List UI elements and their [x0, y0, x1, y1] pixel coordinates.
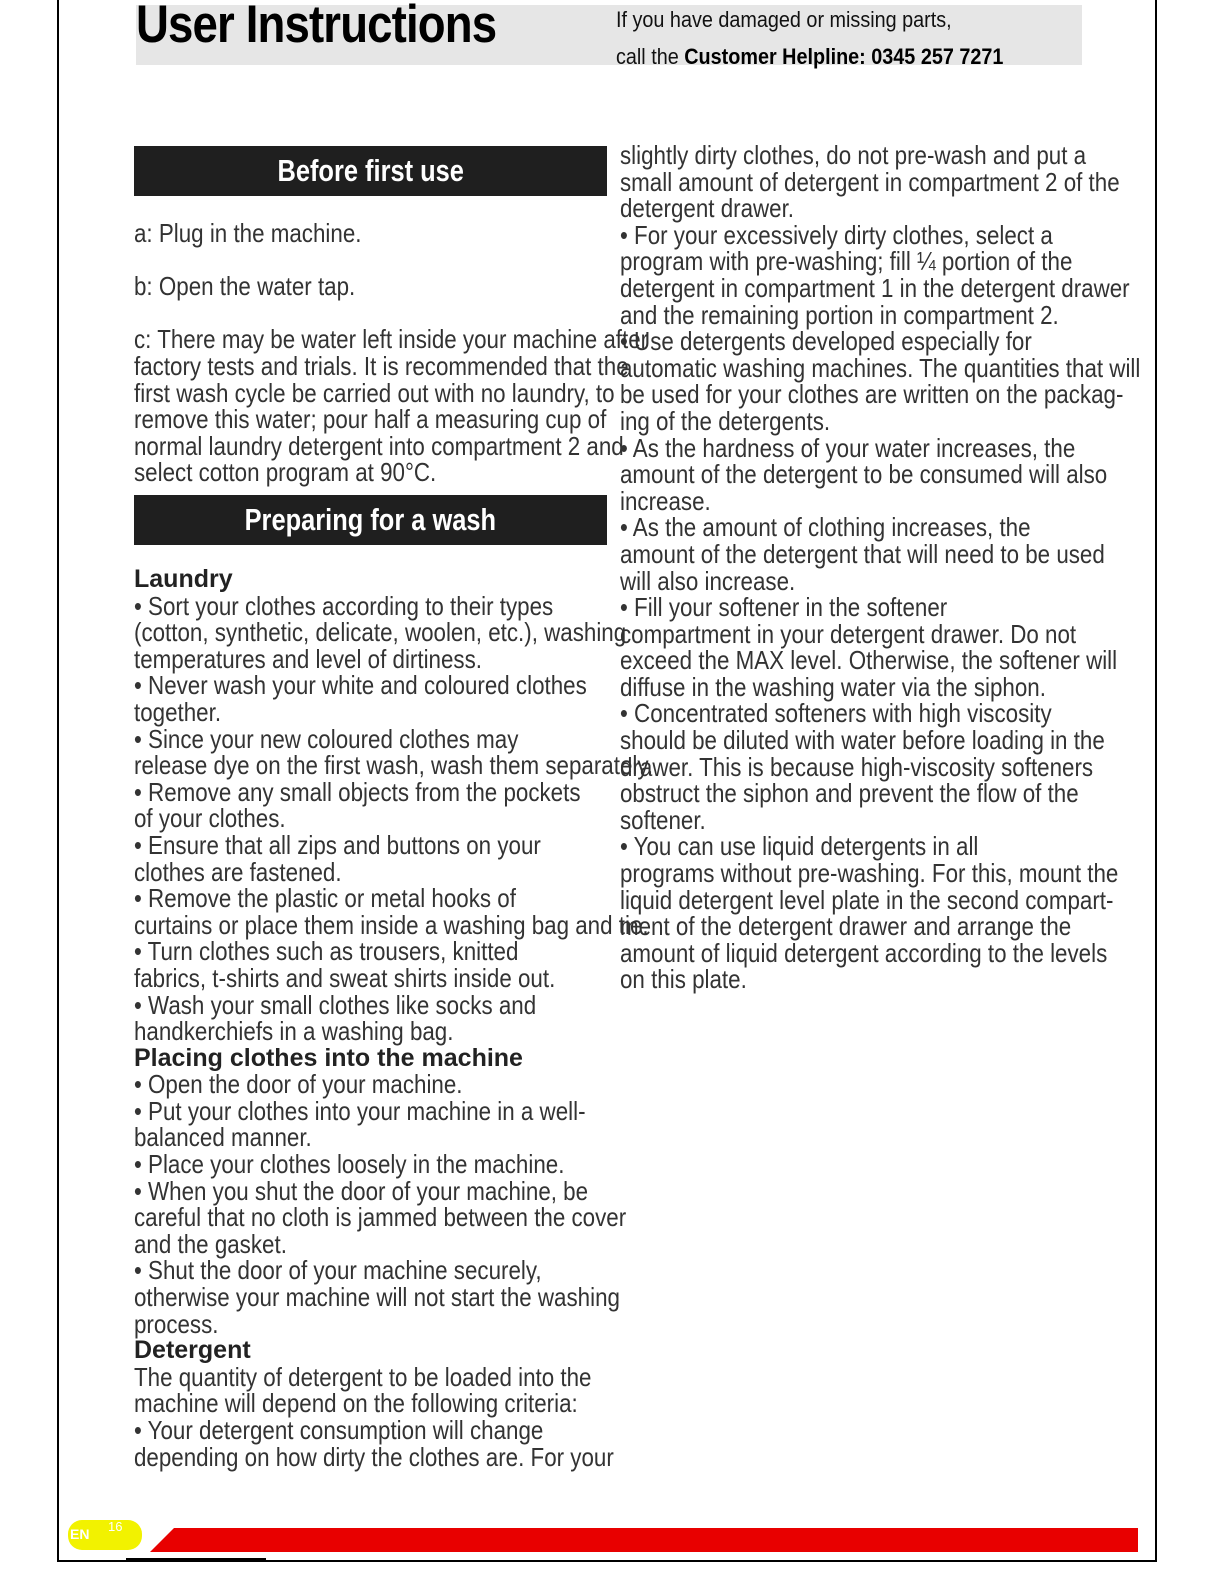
right-line: liquid detergent level plate in the second compart- [620, 884, 1114, 915]
detergent-line: • Your detergent consumption will change [134, 1415, 544, 1445]
laundry-line: temperatures and level of dirtiness. [134, 643, 483, 674]
right-column-body [620, 142, 1160, 993]
right-line: automatic washing machines. The quantities that will [620, 352, 1141, 383]
step-a: a: Plug in the machine. [134, 218, 362, 248]
section-heading-before-first-use [134, 146, 607, 196]
right-line: obstruct the siphon and prevent the flow of the [620, 778, 1079, 809]
detergent-line: depending on how dirty the clothes are. For your [134, 1441, 614, 1472]
right-line: ing of the detergents. [620, 405, 831, 436]
laundry-line: • Remove the plastic or metal hooks of [134, 883, 516, 914]
footer-rule [126, 1558, 266, 1560]
detergent-line: machine will depend on the following criteria: [134, 1388, 578, 1419]
placing-line: process. [134, 1308, 219, 1339]
placing-line: balanced manner. [134, 1122, 312, 1153]
step-c [134, 326, 674, 486]
right-line: increase. [620, 485, 711, 516]
right-line: be used for your clothes are written on the packag- [620, 379, 1124, 410]
step-c-line: c: There may be water left inside your machine after [134, 324, 649, 355]
laundry-line: • Wash your small clothes like socks and [134, 989, 537, 1020]
right-line: amount of the detergent to be consumed will also [620, 459, 1108, 490]
section-heading-label: Before first use [277, 153, 464, 188]
placing-heading: Placing clothes into the machine [134, 1043, 523, 1072]
laundry-line: • Sort your clothes according to their types [134, 590, 554, 621]
section-heading-preparing-for-a-wash [134, 495, 607, 545]
right-line: detergent in compartment 1 in the detergent drawer [620, 272, 1130, 303]
footer-language: EN [70, 1526, 90, 1542]
laundry-line: • Never wash your white and coloured clothes [134, 670, 587, 701]
right-line: softener. [620, 804, 706, 835]
laundry-line: clothes are fastened. [134, 856, 342, 887]
right-line: amount of the detergent that will need to be used [620, 538, 1105, 569]
helpline-prefix: call the [616, 44, 685, 69]
placing-line: • Shut the door of your machine securely, [134, 1255, 542, 1286]
right-line: • Fill your softener in the softener [620, 592, 948, 623]
laundry-line: together. [134, 696, 222, 727]
right-line: ment of the detergent drawer and arrange the [620, 911, 1072, 942]
laundry-list [134, 590, 674, 1047]
placing-line: otherwise your machine will not start the washing [134, 1282, 620, 1313]
placing-line: • Put your clothes into your machine in a well- [134, 1095, 586, 1126]
customer-helpline [616, 1, 1003, 75]
placing-list [134, 1071, 674, 1337]
step-b: b: Open the water tap. [134, 271, 356, 302]
laundry-line: • Turn clothes such as trousers, knitted [134, 936, 519, 967]
footer-accent-bar [150, 1528, 1138, 1552]
laundry-line: handkerchiefs in a washing bag. [134, 1016, 454, 1047]
placing-line: • Open the door of your machine. [134, 1069, 463, 1100]
right-line: should be diluted with water before loading in the [620, 725, 1105, 756]
placing-line: • Place your clothes loosely in the machine. [134, 1149, 565, 1180]
right-line: diffuse in the washing water via the siphon. [620, 671, 1046, 702]
page-title: User Instructions [136, 0, 497, 54]
before-first-use-steps [134, 220, 674, 486]
laundry-line: • Remove any small objects from the pockets [134, 776, 581, 807]
helpline-line-2 [616, 38, 1003, 75]
laundry-line: • Ensure that all zips and buttons on your [134, 829, 541, 860]
placing-line: and the gasket. [134, 1228, 287, 1259]
laundry-line: • Since your new coloured clothes may [134, 723, 519, 754]
right-line: compartment in your detergent drawer. Do not [620, 618, 1077, 649]
laundry-line: fabrics, t-shirts and sweat shirts inside out. [134, 962, 556, 993]
right-line: • As the hardness of your water increases, the [620, 432, 1076, 463]
step-c-line: select cotton program at 90°C. [134, 457, 437, 488]
left-column-body [134, 566, 674, 1470]
right-line: • Use detergents developed especially for [620, 326, 1032, 357]
right-line: • Concentrated softeners with high viscosity [620, 698, 1052, 729]
laundry-line: curtains or place them inside a washing bag and tie. [134, 909, 649, 940]
right-line: • You can use liquid detergents in all [620, 831, 979, 862]
detergent-list [134, 1361, 674, 1472]
laundry-line: of your clothes. [134, 803, 286, 834]
right-line: • For your excessively dirty clothes, select a [620, 219, 1053, 250]
right-line: and the remaining portion in compartment 2. [620, 299, 1059, 330]
right-line: amount of liquid detergent according to the levels [620, 937, 1108, 968]
helpline-line-1: If you have damaged or missing parts, [616, 7, 952, 32]
step-c-line: remove this water; pour half a measuring cup of [134, 404, 607, 435]
detergent-heading: Detergent [134, 1336, 251, 1365]
right-line: will also increase. [620, 565, 796, 596]
laundry-heading: Laundry [134, 565, 233, 593]
right-line: on this plate. [620, 964, 747, 995]
step-c-line: first wash cycle be carried out with no laundry, to [134, 377, 615, 408]
placing-line: careful that no cloth is jammed between the cover [134, 1202, 627, 1233]
laundry-line: release dye on the first wash, wash them separately. [134, 750, 654, 781]
right-line: slightly dirty clothes, do not pre-wash and put a [620, 140, 1087, 170]
detergent-line: The quantity of detergent to be loaded into the [134, 1361, 592, 1392]
right-line: detergent drawer. [620, 193, 795, 224]
right-line: drawer. This is because high-viscosity softeners [620, 751, 1094, 782]
right-line: program with pre-washing; fill ¼ portion of the [620, 246, 1073, 277]
page-number: 16 [108, 1519, 123, 1534]
helpline-number: Customer Helpline: 0345 257 7271 [684, 44, 1004, 69]
right-line: small amount of detergent in compartment 2 of the [620, 166, 1120, 197]
step-c-line: factory tests and trials. It is recommended that the [134, 350, 629, 381]
right-line: programs without pre-washing. For this, mount the [620, 858, 1119, 889]
step-c-line: normal laundry detergent into compartment 2 and [134, 430, 624, 461]
placing-line: • When you shut the door of your machine, be [134, 1175, 589, 1206]
right-line: exceed the MAX level. Otherwise, the softener will [620, 645, 1118, 676]
laundry-line: (cotton, synthetic, delicate, woolen, etc.), washing [134, 617, 627, 648]
right-line: • As the amount of clothing increases, the [620, 512, 1031, 543]
section-heading-label: Preparing for a wash [244, 502, 497, 537]
